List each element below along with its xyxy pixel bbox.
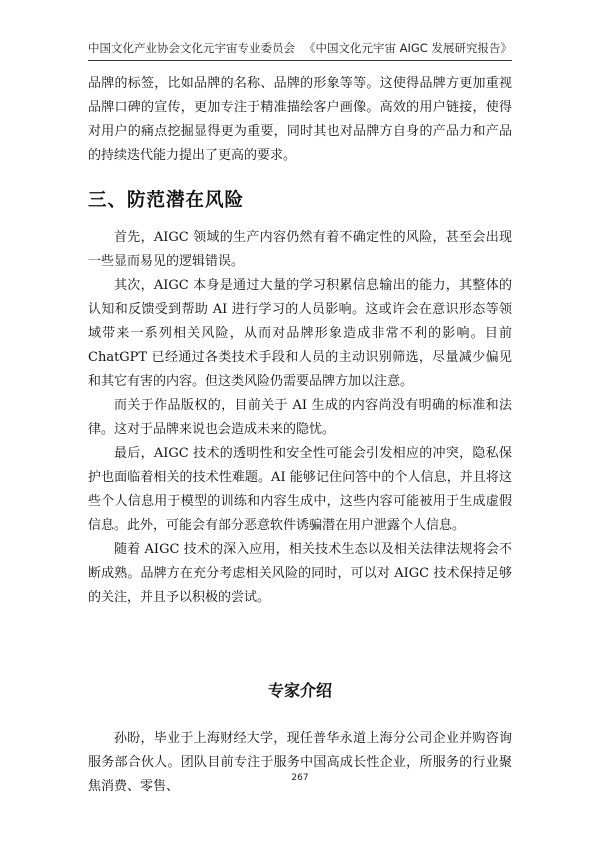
paragraph-fourth: 最后，AIGC 技术的透明性和安全性可能会引发相应的冲突，隐私保护也面临着相关的技术性难题。AI 能够记住问答中的个人信息，并且将这些个人信息用于模型的训练和内容生成中，这些内容可能被用于生成虚假信息。此外，可能会有部分恶意软件诱骗潜在用户泄露个人信息。 — [88, 446, 512, 533]
expert-heading: 专家介绍 — [267, 681, 332, 700]
paragraph-first: 首先，AIGC 领域的生产内容仍然有着不确定性的风险，甚至会出现一些显而易见的逻辑错误。 — [88, 230, 512, 269]
header-organization: 中国文化产业协会文化元宇宙专业委员会 — [88, 41, 295, 55]
running-header — [88, 38, 512, 61]
page-number: 267 — [291, 773, 309, 783]
section-heading: 三、防范潜在风险 — [88, 190, 245, 211]
paragraph-second: 其次，AIGC 本身是通过大量的学习积累信息输出的能力，其整体的认知和反馈受到帮助 AI 进行学习的人员影响。这或许会在意识形态等领域带来一系列相关风险，从而对品牌形象造成非常不利的影响。目前 ChatGPT 已经通过各类技术手段和人员的主动识别筛选，尽量减少偏见和其它有害的内容。但这类风险仍需要品牌方加以注意。 — [88, 278, 512, 389]
main-content — [88, 72, 512, 610]
header-report-title: 《中国文化元宇宙 AIGC 发展研究报告》 — [303, 41, 512, 55]
paragraph-fifth: 随着 AIGC 技术的深入应用，相关技术生态以及相关法律法规将会不断成熟。品牌方在充分考虑相关风险的同时，可以对 AIGC 技术保持足够的关注，并且予以积极的尝试。 — [88, 542, 512, 605]
expert-paragraph: 孙盼，毕业于上海财经大学，现任普华永道上海分公司企业并购咨询服务部合伙人。团队目前专注于服务中国高成长性企业，所服务的行业聚焦消费、零售、 — [88, 731, 512, 794]
intro-paragraph: 品牌的标签，比如品牌的名称、品牌的形象等等。这使得品牌方更加重视品牌口碑的宣传，更加专注于精准描绘客户画像。高效的用户链接，使得对用户的痛点挖掘显得更为重要，同时其也对品牌方自身的产品力和产品的持续迭代能力提出了更高的要求。 — [88, 76, 512, 163]
paragraph-third: 而关于作品版权的，目前关于 AI 生成的内容尚没有明确的标准和法律。这对于品牌来说也会造成未来的隐忧。 — [88, 398, 512, 437]
